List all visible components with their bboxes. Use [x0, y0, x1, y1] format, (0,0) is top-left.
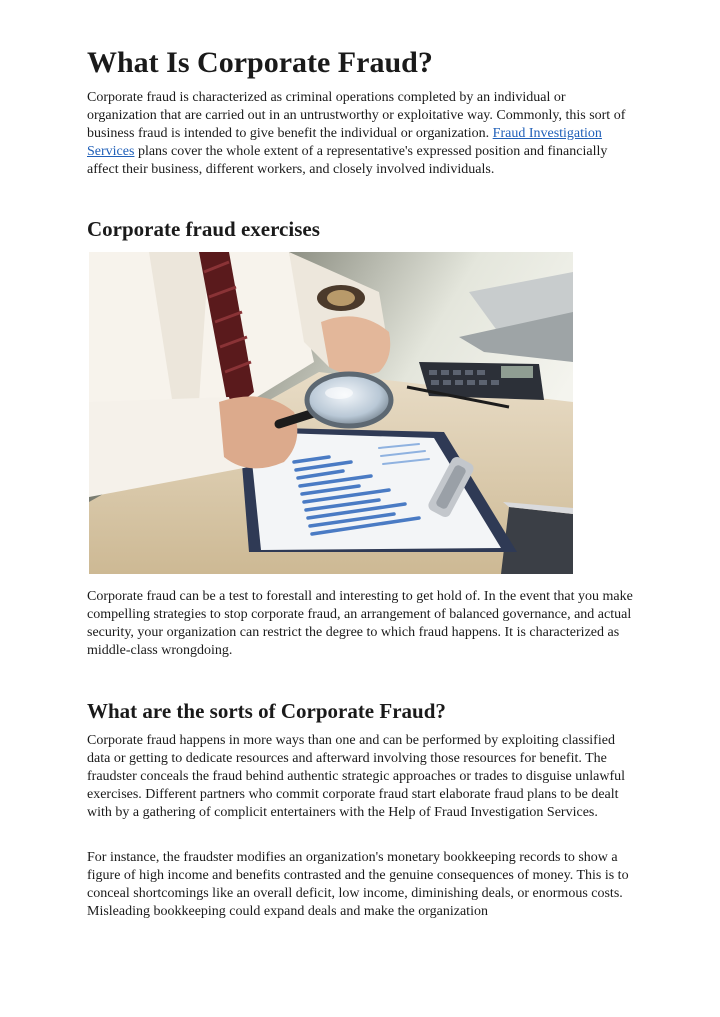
intro-paragraph: [87, 89, 635, 179]
exercises-paragraph: Corporate fraud can be a test to forestall and interesting to get hold of. In the event that you make compelling strategies to stop corporate fraud, an arrangement of balanced governance, and actual security, your organization can restrict the degree to which fraud happens. It is characterized as middle-class wrongdoing.: [87, 589, 633, 658]
article-photo: [89, 252, 573, 574]
intro-text-after-link: plans cover the whole extent of a representative's expressed position and financially affect their business, different workers, and closely involved individuals.: [87, 144, 608, 177]
sorts-paragraph-1: Corporate fraud happens in more ways than one and can be performed by exploiting classified data or getting to dedicate resources and afterward involving those resources for benefit. The fraudster conceals the fraud behind authentic strategic approaches or trades to disguise unlawful exercises. Different partners who commit corporate fraud start elaborate fraud plans to be dealt with by a gathering of complicit entertainers with the Help of Fraud Investigation Services.: [87, 733, 626, 820]
section-heading-sorts: What are the sorts of Corporate Fraud?: [87, 699, 446, 723]
sorts-paragraph-2: For instance, the fraudster modifies an organization's monetary bookkeeping records to show a figure of high income and benefits contrasted and the genuine consequences of money. This is to conceal shortcomings like an overall deficit, low income, diminishing deals, or enormous costs. Misleading bookkeeping could expand deals and make the organization: [87, 850, 629, 919]
intro-text-before-link: Corporate fraud is characterized as criminal operations completed by an individual or organization that are carried out in an untrustworthy or exploitative way. Commonly, this sort of business fraud is intended to give benefit the individual or organization.: [87, 90, 626, 141]
page-title: What Is Corporate Fraud?: [87, 46, 433, 79]
fraud-investigation-services-link[interactable]: Fraud Investigation Services: [87, 126, 602, 159]
section-heading-exercises: Corporate fraud exercises: [87, 217, 320, 241]
